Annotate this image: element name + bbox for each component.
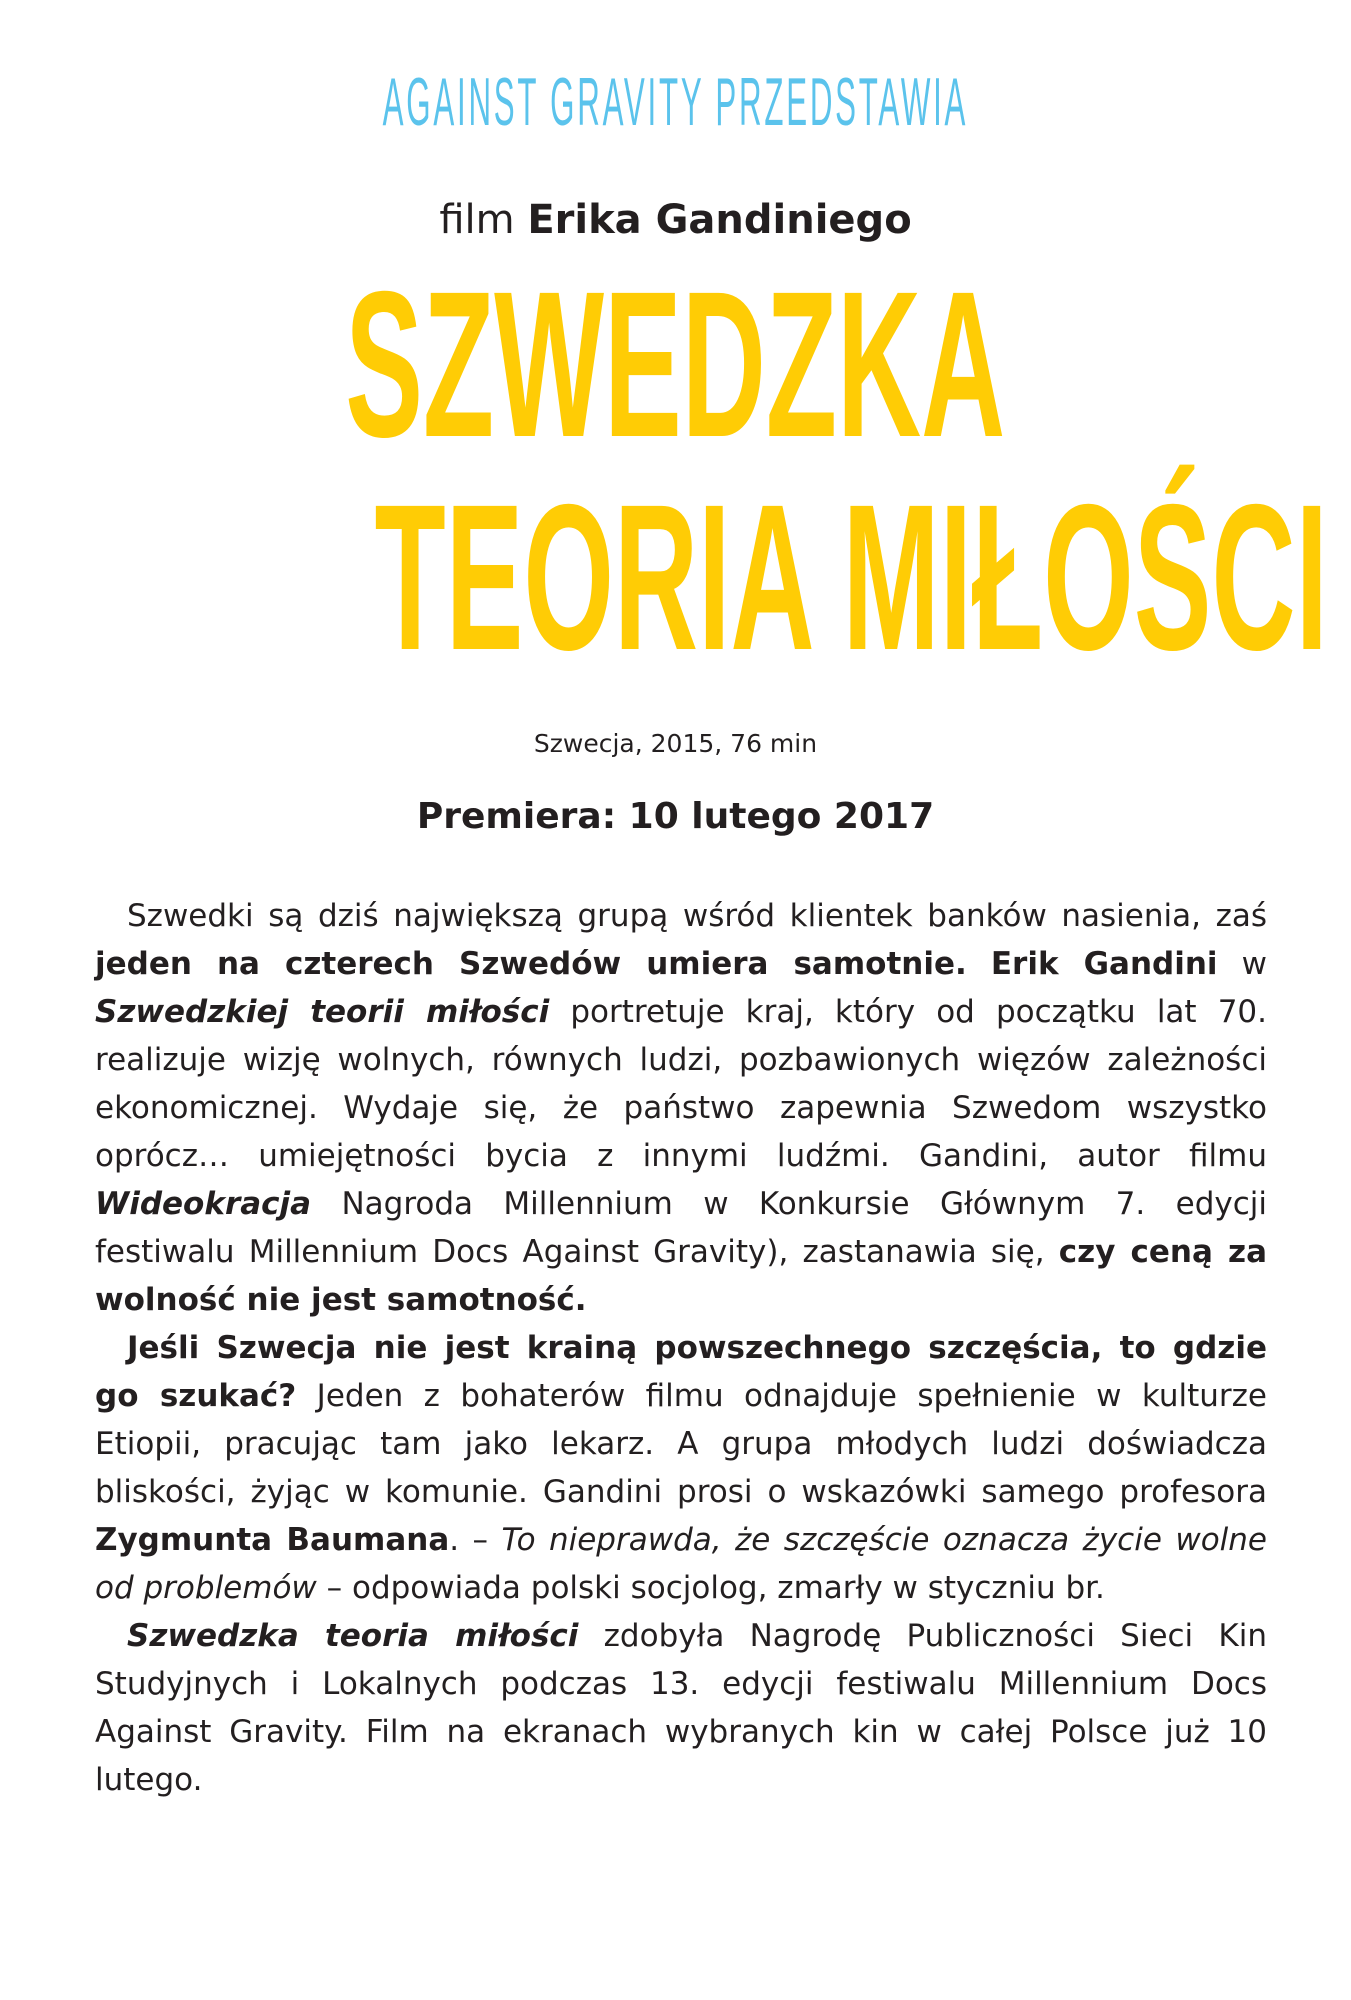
- article-body: [95, 892, 1267, 1804]
- p1-text: Szwedki są dziś największą grupą wśród klientek banków nasienia, zaś: [127, 898, 1267, 934]
- p1-bold-italic-1: Szwedzkiej teorii miłości: [95, 994, 550, 1030]
- p1-bold-3: czy ceną za wolność nie jest samotność.: [95, 1234, 1268, 1318]
- p2-italic-quote: To nieprawda, że szczęście oznacza życie wolne od problemów: [95, 1522, 1267, 1606]
- p1-text-2: w: [1217, 946, 1267, 982]
- presenter-text: AGAINST GRAVITY PRZEDSTAWIA: [382, 64, 969, 140]
- p2-bold-1: Jeśli Szwecja nie jest krainą powszechnego szczęścia, to gdzie go szukać?: [95, 1330, 1267, 1414]
- p3-bold-italic-1: Szwedzka teoria miłości: [127, 1618, 579, 1654]
- director-prefix: film: [439, 197, 515, 243]
- paragraph-2: [95, 1324, 1267, 1612]
- director-name: Erika Gandiniego: [527, 197, 912, 243]
- presenter-line: [0, 64, 1351, 140]
- p1-text-3: portretuje kraj, który od początku lat 70. realizuje wizję wolnych, równych ludzi, pozbawionych więzów zależności ekonomicznej. Wydaje się, że państwo zapewnia Szwedom wszystko oprócz… umiejętności bycia z innymi ludźmi. Gandini, autor filmu: [95, 994, 1267, 1174]
- paragraph-3: [95, 1612, 1267, 1804]
- p1-text-4: Nagroda Millennium w Konkursie Głównym 7. edycji festiwalu Millennium Docs Against Gravity), zastanawia się,: [95, 1186, 1267, 1270]
- p2-text-2: . –: [449, 1522, 502, 1558]
- film-title-line-1-text: SZWEDZKA: [345, 249, 1006, 481]
- film-title-line-2-text: TEORIA MIŁOŚCI: [374, 462, 1328, 694]
- p2-bold-2: Zygmunta Baumana: [95, 1522, 450, 1558]
- film-title-line-2: [0, 462, 1351, 694]
- director-credit: [0, 195, 1351, 245]
- p3-text: zdobyła Nagrodę Publiczności Sieci Kin Studyjnych i Lokalnych podczas 13. edycji festiwalu Millennium Docs Against Gravity. Film na ekranach wybranych kin w całej Polsce już 10 lutego.: [95, 1618, 1267, 1798]
- film-meta: Szwecja, 2015, 76 min: [533, 729, 818, 758]
- paragraph-1: [95, 892, 1267, 1324]
- p1-space: [967, 946, 991, 982]
- film-title-line-1: [0, 249, 1351, 481]
- p2-text-3: – odpowiada polski socjolog, zmarły w styczniu br.: [316, 1570, 1105, 1606]
- p1-bold-2: Erik Gandini: [990, 946, 1218, 982]
- p1-bold-italic-2: Wideokracja: [95, 1186, 312, 1222]
- premiere-date: Premiera: 10 lutego 2017: [416, 796, 935, 837]
- p1-bold-1: jeden na czterech Szwedów umiera samotnie.: [95, 946, 967, 982]
- p2-text: Jeden z bohaterów filmu odnajduje spełnienie w kulturze Etiopii, pracując tam jako lekarz. A grupa młodych ludzi doświadcza bliskości, żyjąc w komunie. Gandini prosi o wskazówki samego profesora: [95, 1378, 1267, 1510]
